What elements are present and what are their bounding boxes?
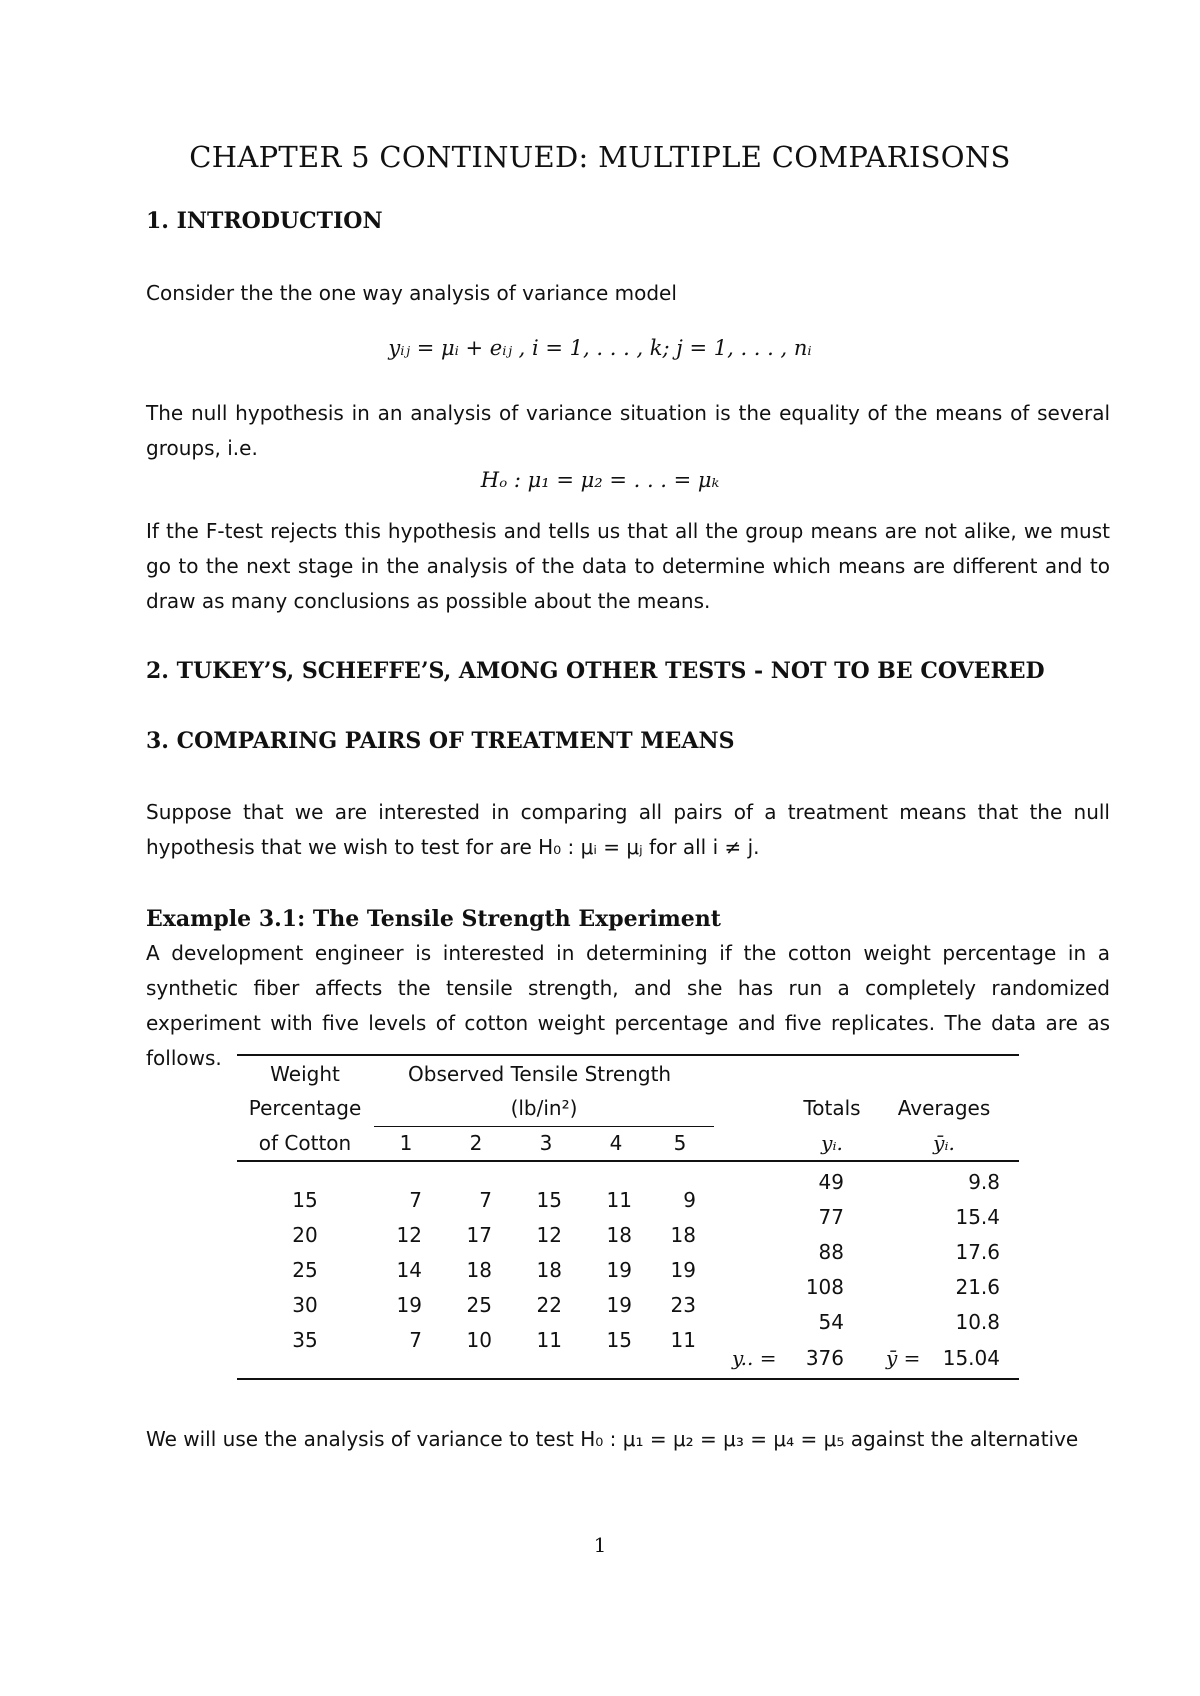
row-obs: 12 xyxy=(536,1223,562,1247)
grand-total-label: y.. = xyxy=(732,1346,777,1370)
header-replicate-4: 4 xyxy=(609,1131,623,1155)
total-value: 54 xyxy=(818,1310,844,1334)
grand-mean-label: ȳ = xyxy=(886,1346,921,1370)
model-equation: yᵢⱼ = μᵢ + eᵢⱼ , i = 1, . . . , k; j = 1, . . . , nᵢ xyxy=(388,336,812,360)
row-obs: 22 xyxy=(536,1293,562,1317)
header-unit: (lb/in²) xyxy=(510,1096,578,1120)
example-heading: Example 3.1: The Tensile Strength Experiment xyxy=(146,906,721,932)
null-hypothesis-equation: Hₒ : μ₁ = μ₂ = . . . = μₖ xyxy=(480,468,720,492)
row-obs: 17 xyxy=(466,1223,492,1247)
row-obs: 9 xyxy=(683,1188,696,1212)
header-replicate-3: 3 xyxy=(539,1131,553,1155)
table-top-rule xyxy=(237,1054,1019,1056)
row-obs: 18 xyxy=(536,1258,562,1282)
header-totals: Totals xyxy=(803,1096,861,1120)
row-obs: 15 xyxy=(606,1328,632,1352)
table-bottom-rule xyxy=(237,1378,1019,1380)
row-obs: 18 xyxy=(606,1223,632,1247)
average-value: 15.4 xyxy=(955,1205,1000,1229)
row-obs: 25 xyxy=(466,1293,492,1317)
row-obs: 12 xyxy=(396,1223,422,1247)
row-obs: 19 xyxy=(606,1258,632,1282)
row-obs: 10 xyxy=(466,1328,492,1352)
header-observed-rule xyxy=(374,1126,714,1127)
row-obs: 19 xyxy=(396,1293,422,1317)
row-obs: 19 xyxy=(670,1258,696,1282)
page-title: CHAPTER 5 CONTINUED: MULTIPLE COMPARISONS xyxy=(189,140,1011,174)
row-obs: 7 xyxy=(409,1188,422,1212)
row-obs: 18 xyxy=(466,1258,492,1282)
row-obs: 11 xyxy=(536,1328,562,1352)
row-obs: 18 xyxy=(670,1223,696,1247)
table-header-rule xyxy=(237,1160,1019,1162)
average-value: 17.6 xyxy=(955,1240,1000,1264)
header-weight-line-3: of Cotton xyxy=(258,1131,352,1155)
f-test-paragraph: If the F-test rejects this hypothesis and tells us that all the group means are not alike, we must go to the next stage in the analysis of the data to determine which means are different and to draw as many conclusions as possible about the means. xyxy=(146,519,1110,613)
average-value: 21.6 xyxy=(955,1275,1000,1299)
closing-paragraph: We will use the analysis of variance to test H₀ : μ₁ = μ₂ = μ₃ = μ₄ = μ₅ against the alternative xyxy=(146,1427,1079,1451)
row-obs: 11 xyxy=(670,1328,696,1352)
header-observed: Observed Tensile Strength xyxy=(408,1062,672,1086)
row-weight: 30 xyxy=(292,1293,318,1317)
row-weight: 20 xyxy=(292,1223,318,1247)
row-weight: 35 xyxy=(292,1328,318,1352)
average-value: 9.8 xyxy=(968,1170,1000,1194)
total-value: 77 xyxy=(818,1205,844,1229)
page-number: 1 xyxy=(593,1533,607,1557)
section-3-paragraph: Suppose that we are interested in comparing all pairs of a treatment means that the null hypothesis that we wish to test for are H₀ : μᵢ = μⱼ for all i ≠ j. xyxy=(146,800,1110,859)
section-3-heading: 3. COMPARING PAIRS OF TREATMENT MEANS xyxy=(146,728,735,754)
grand-mean-value: 15.04 xyxy=(942,1346,1000,1370)
header-averages: Averages xyxy=(897,1096,991,1120)
header-replicate-2: 2 xyxy=(469,1131,483,1155)
grand-total-value: 376 xyxy=(805,1346,844,1370)
header-weight-line-1: Weight xyxy=(270,1062,340,1086)
row-obs: 7 xyxy=(409,1328,422,1352)
total-value: 49 xyxy=(818,1170,844,1194)
section-1-heading: 1. INTRODUCTION xyxy=(146,208,383,234)
header-replicate-1: 1 xyxy=(399,1131,413,1155)
total-value: 108 xyxy=(805,1275,844,1299)
header-averages-symbol: ȳᵢ. xyxy=(933,1131,955,1155)
null-hypothesis-paragraph: The null hypothesis in an analysis of variance situation is the equality of the means of several groups, i.e. xyxy=(146,401,1110,460)
row-obs: 19 xyxy=(606,1293,632,1317)
row-obs: 14 xyxy=(396,1258,422,1282)
row-obs: 7 xyxy=(479,1188,492,1212)
intro-paragraph: Consider the the one way analysis of variance model xyxy=(146,281,677,305)
header-replicate-5: 5 xyxy=(673,1131,687,1155)
header-totals-symbol: yᵢ. xyxy=(821,1131,843,1155)
section-2-heading: 2. TUKEY’S, SCHEFFE’S, AMONG OTHER TESTS - NOT TO BE COVERED xyxy=(146,658,1045,684)
row-obs: 23 xyxy=(670,1293,696,1317)
row-obs: 11 xyxy=(606,1188,632,1212)
total-value: 88 xyxy=(818,1240,844,1264)
row-weight: 25 xyxy=(292,1258,318,1282)
average-value: 10.8 xyxy=(955,1310,1000,1334)
row-weight: 15 xyxy=(292,1188,318,1212)
header-weight-line-2: Percentage xyxy=(248,1096,362,1120)
example-paragraph: A development engineer is interested in determining if the cotton weight percentage in a synthetic fiber affects the tensile strength, and she has run a completely randomized experiment with five levels of cotton weight percentage and five replicates. The data are as follows. xyxy=(146,941,1110,1070)
row-obs: 15 xyxy=(536,1188,562,1212)
